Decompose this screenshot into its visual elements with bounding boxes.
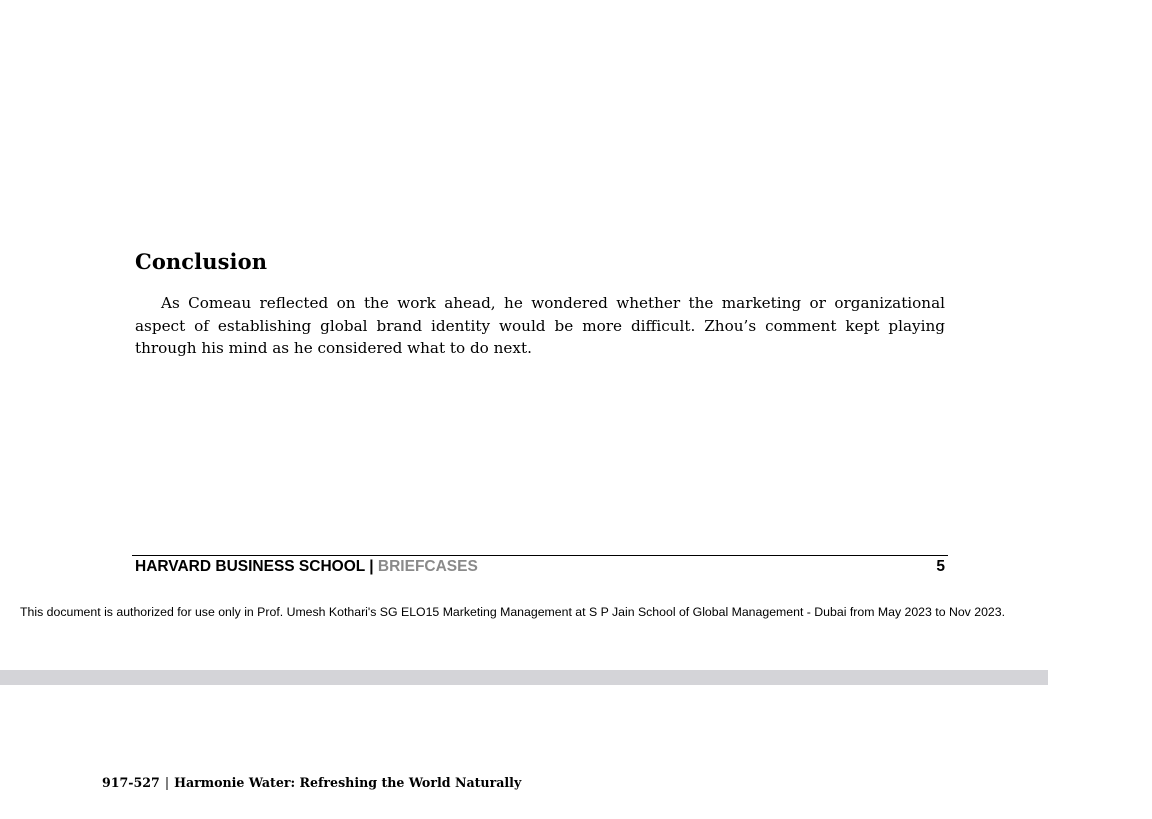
footer-separator: | [369, 558, 374, 575]
page-number: 5 [936, 558, 945, 575]
case-number: 917-527 [102, 775, 160, 790]
page-separator-gap [0, 670, 1048, 685]
conclusion-paragraph: As Comeau reflected on the work ahead, he wondered whether the marketing or organizational aspect of establishing global brand identity would be more difficult. Zhou’s comment kept playing through his mind as he considered what to do next. [135, 294, 945, 357]
header-separator: | [164, 775, 170, 790]
page-footer-label [135, 558, 478, 576]
footer-divider [132, 555, 948, 556]
footer-series: BRIEFCASES [377, 558, 478, 575]
authorization-notice: This document is authorized for use only in Prof. Umesh Kothari's SG ELO15 Marketing Management at S P Jain School of Global Management - Dubai from May 2023 to Nov 2023. [20, 605, 1006, 619]
case-title: Harmonie Water: Refreshing the World Naturally [174, 775, 522, 790]
footer-school: HARVARD BUSINESS SCHOOL [135, 558, 365, 575]
document-page-6 [0, 685, 1048, 819]
section-heading: Conclusion [135, 249, 268, 274]
running-header [102, 775, 521, 790]
